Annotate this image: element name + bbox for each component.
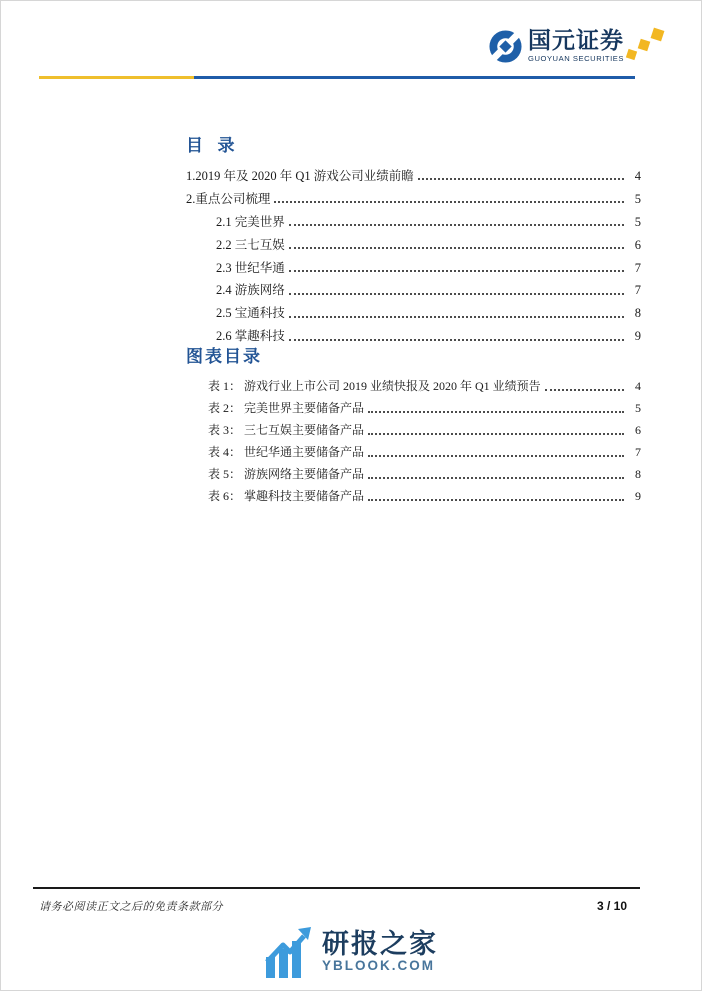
toc-section — [186, 131, 641, 352]
figure-toc-entry-page: 4 — [635, 379, 641, 393]
brand-name-en: GUOYUAN SECURITIES — [528, 53, 624, 63]
toc-entry-label: 2.1 完美世界 — [216, 214, 285, 229]
brand-gold-squares-icon — [626, 27, 666, 65]
brand-logo — [488, 27, 666, 65]
dot-leader — [289, 339, 624, 341]
dot-leader — [418, 178, 624, 180]
figure-toc-entry[interactable] — [186, 424, 641, 438]
toc-entry[interactable] — [186, 306, 641, 320]
dot-leader — [289, 293, 624, 295]
dot-leader — [289, 270, 624, 272]
dot-leader — [368, 411, 624, 413]
toc-entry-page: 5 — [634, 191, 641, 206]
footer-page-indicator: 3 / 10 — [596, 899, 627, 913]
dot-leader — [274, 201, 624, 203]
figure-toc-entry-label: 表 4： 世纪华通主要储备产品 — [208, 444, 365, 459]
figure-toc-entry-page: 5 — [635, 400, 641, 415]
figure-toc-entry[interactable] — [186, 468, 641, 482]
toc-title: 目 录 — [186, 136, 237, 155]
figure-toc-entry-label: 表 3： 三七互娱主要储备产品 — [208, 422, 365, 437]
toc-entry[interactable] — [186, 283, 641, 297]
toc-entry-page: 6 — [634, 237, 641, 252]
figure-toc-entry[interactable] — [186, 446, 641, 460]
toc-entry-label: 2.3 世纪华通 — [216, 260, 285, 275]
figure-toc-entry-label: 表 5： 游族网络主要储备产品 — [208, 466, 365, 481]
brand-text — [528, 29, 624, 62]
figure-toc-entry[interactable] — [186, 402, 641, 416]
watermark-chart-icon — [264, 926, 312, 978]
dot-leader — [545, 389, 624, 391]
watermark — [1, 926, 701, 978]
toc-entry[interactable] — [186, 238, 641, 252]
dot-leader — [368, 455, 624, 457]
dot-leader — [289, 316, 624, 318]
toc-entry[interactable] — [186, 215, 641, 229]
watermark-site: YBLOOK.COM — [322, 958, 435, 974]
toc-entry[interactable] — [186, 261, 641, 275]
toc-entry-page: 7 — [634, 283, 641, 298]
figure-toc-entry-page: 6 — [635, 422, 641, 437]
toc-entry-page: 5 — [634, 214, 641, 229]
dot-leader — [289, 224, 624, 226]
toc-entry-label: 2.4 游族网络 — [216, 283, 285, 298]
page-footer — [39, 898, 627, 914]
header-divider — [39, 76, 635, 79]
figure-toc-entry[interactable] — [186, 380, 641, 394]
figure-toc-entry[interactable] — [186, 490, 641, 504]
toc-entry-page: 7 — [634, 260, 641, 275]
toc-entry-label: 2.6 掌趣科技 — [216, 329, 285, 344]
brand-name-cn: 国元证券 — [528, 28, 624, 54]
figure-toc-entry-label: 表 6： 掌趣科技主要储备产品 — [208, 488, 365, 503]
toc-entry-page: 8 — [634, 306, 641, 321]
figure-toc-entry-label: 表 2： 完美世界主要储备产品 — [208, 400, 365, 415]
figure-toc-entry-page: 8 — [635, 466, 641, 481]
figure-toc-entry-page: 7 — [635, 444, 641, 459]
toc-entry[interactable] — [186, 192, 641, 206]
toc-entry-label: 2.2 三七互娱 — [216, 237, 285, 252]
footer-divider — [33, 887, 640, 889]
dot-leader — [368, 499, 624, 501]
figure-toc-entry-page: 9 — [635, 488, 641, 503]
dot-leader — [368, 477, 624, 479]
figures-toc-title: 图表目录 — [186, 347, 262, 366]
watermark-title: 研报之家 — [322, 928, 438, 959]
guoyuan-logo-icon — [488, 29, 523, 64]
toc-entry[interactable] — [186, 169, 641, 183]
toc-entry-label: 2.重点公司梳理 — [186, 191, 271, 206]
watermark-text — [322, 930, 438, 975]
figures-toc-section — [186, 342, 641, 512]
toc-entry-label: 1.2019 年及 2020 年 Q1 游戏公司业绩前瞻 — [186, 169, 414, 183]
figure-toc-entry-label: 表 1： 游戏行业上市公司 2019 业绩快报及 2020 年 Q1 业绩预告 — [208, 379, 541, 393]
toc-entry-page: 9 — [634, 329, 641, 344]
footer-disclaimer: 请务必阅读正文之后的免责条款部分 — [39, 901, 223, 913]
toc-entry-label: 2.5 宝通科技 — [216, 306, 285, 321]
dot-leader — [289, 247, 624, 249]
dot-leader — [368, 433, 624, 435]
toc-entry-page: 4 — [634, 169, 641, 183]
